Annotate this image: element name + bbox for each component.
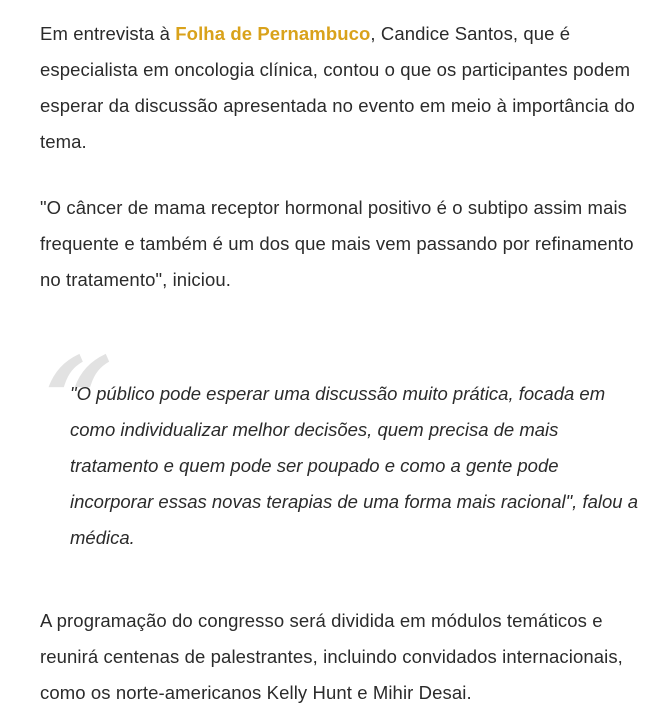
folha-de-pernambuco-link[interactable]: Folha de Pernambuco [175,23,371,44]
quote-mark-icon: “ [32,332,119,468]
paragraph-quote-intro: "O câncer de mama receptor hormonal positivo é o subtipo assim mais frequente e também é um dos que mais vem passando por refinamento no tratamento", iniciou. [40,197,634,290]
article-body [32,16,652,711]
blockquote [32,332,652,603]
paragraph-intro-rest: , Candice Santos, que é especialista em oncologia clínica, contou o que os participantes podem esperar da discussão apresentada no evento em meio à importância do tema. [40,23,635,152]
paragraph-intro-lead: Em entrevista à [40,23,176,44]
paragraph-program: A programação do congresso será dividida em módulos temáticos e reunirá centenas de palestrantes, incluindo convidados internacionais, como os norte-americanos Kelly Hunt e Mihir Desai. [40,610,623,703]
blockquote-text: "O público pode esperar uma discussão muito prática, focada em como individualizar melhor decisões, quem precisa de mais tratamento e quem pode ser poupado e como a gente pode incorporar essas novas terapias de uma forma mais racional", falou a médica. [70,383,639,548]
paragraph-intro [40,16,652,160]
